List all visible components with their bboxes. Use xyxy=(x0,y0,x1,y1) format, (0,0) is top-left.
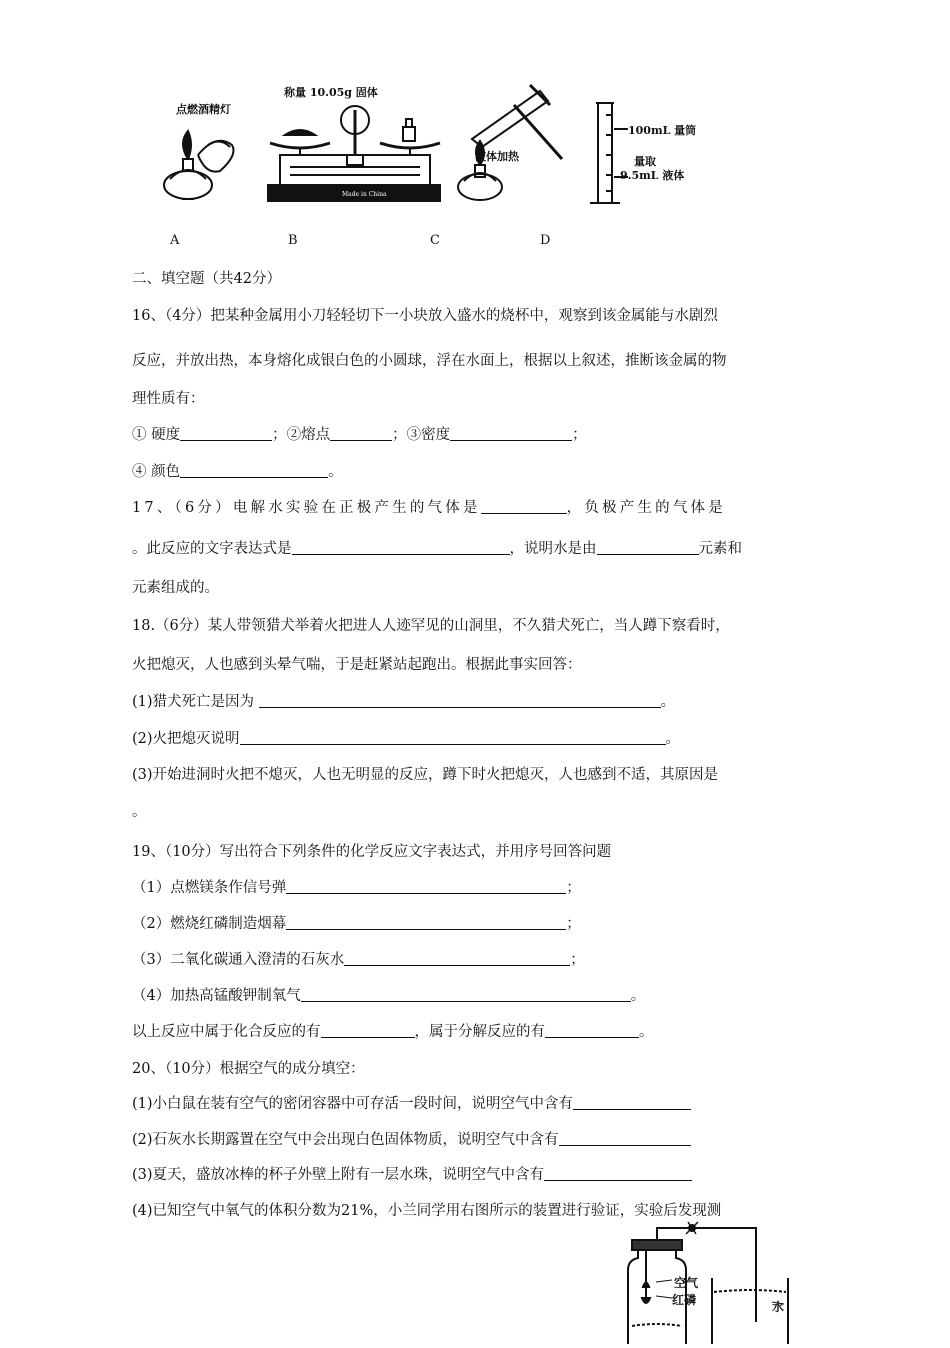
q16-line2: 反应，并放出热，本身熔化成银白色的小圆球，浮在水面上，根据以上叙述，推断该金属的物 xyxy=(132,353,727,369)
q20-sub1-blank[interactable] xyxy=(573,1095,691,1111)
q18-sub2-line xyxy=(132,727,680,748)
q16-line1: 16、（4分）把某种金属用小刀轻轻切下一小块放入盛水的烧杯中，观察到该金属能与水剧烈 xyxy=(132,308,718,324)
q19-sub1-blank[interactable] xyxy=(286,879,566,895)
q18-sub1-line xyxy=(132,690,675,711)
q20-sub3: (3)夏天，盛放冰棒的杯子外壁上附有一层水珠，说明空气中含有 xyxy=(132,1167,545,1183)
q20-sub4: (4)已知空气中氧气的体积分数为21%，小兰同学用右图所示的装置进行验证，实验后发现测 xyxy=(132,1203,722,1219)
q20-sub2-blank[interactable] xyxy=(559,1131,691,1147)
caption-d1: 100mL 量筒 xyxy=(628,124,697,137)
label-b: B xyxy=(288,233,298,248)
q17-expression-blank[interactable] xyxy=(292,540,510,556)
apparatus-phosphorus: 红磷 xyxy=(672,1293,697,1307)
apparatus-water: 水 xyxy=(772,1300,785,1314)
q19-sub1-line xyxy=(132,876,581,897)
q20-intro: 20、（10分）根据空气的成分填空： xyxy=(132,1061,365,1077)
q19-summary2: ，属于分解反应的有 xyxy=(414,1024,545,1040)
caption-c: 液体加热 xyxy=(475,150,519,163)
label-d: D xyxy=(540,233,551,248)
q19-sub3-line xyxy=(132,948,585,969)
q20-sub2: (2)石灰水长期露置在空气中会出现白色固体物质，说明空气中含有 xyxy=(132,1132,559,1148)
q20-sub1: (1)小白鼠在装有空气的密闭容器中可存活一段时间，说明空气中含有 xyxy=(132,1096,574,1112)
q20-sub1-line xyxy=(132,1092,691,1113)
section-title: 二、填空题（共42分） xyxy=(132,271,281,287)
q16-line3: 理性质有： xyxy=(132,391,205,407)
q17-part6: 元素组成的。 xyxy=(132,580,219,596)
q19-combination-blank[interactable] xyxy=(321,1023,415,1039)
q19-sub2-line xyxy=(132,912,581,933)
q17-part5: 元素和 xyxy=(698,541,742,557)
q16-melting-blank[interactable] xyxy=(330,426,392,442)
q19-summary3: 。 xyxy=(639,1024,654,1040)
q19-sub2-semi: ； xyxy=(566,916,581,932)
q18-line1: 18.（6分）某人带领猎犬举着火把进人人迹罕见的山洞里，不久猎犬死亡，当人蹲下察看时， xyxy=(132,618,730,634)
q19-sub4-line xyxy=(132,984,645,1005)
q19-decomposition-blank[interactable] xyxy=(545,1023,639,1039)
q17-part3: 。此反应的文字表达式是 xyxy=(132,541,292,557)
q19-intro: 19、（10分）写出符合下列条件的化学反应文字表达式，并用序号回答问题 xyxy=(132,844,612,860)
caption-d3: 9.5mL 液体 xyxy=(620,169,685,182)
q17-line2 xyxy=(132,537,742,558)
q19-sub3-blank[interactable] xyxy=(344,951,570,967)
q16-end2: 。 xyxy=(328,464,343,480)
q18-sub2-end: 。 xyxy=(665,731,681,747)
q17-part1: 17、（6分）电解水实验在正极产生的气体是 xyxy=(132,500,481,516)
q16-end1: ； xyxy=(572,427,587,443)
q17-part2: ，负极产生的气体是 xyxy=(566,500,726,516)
q19-summary-line xyxy=(132,1020,654,1041)
q17-part4: ，说明水是由 xyxy=(509,541,597,557)
question-body xyxy=(132,0,832,1344)
q20-sub2-line xyxy=(132,1128,691,1149)
label-c: C xyxy=(430,233,440,248)
oxygen-apparatus-figure xyxy=(612,1218,802,1344)
q20-sub3-line xyxy=(132,1163,692,1184)
q19-summary1: 以上反应中属于化合反应的有 xyxy=(132,1024,321,1040)
q18-sub2: (2)火把熄灭说明 xyxy=(132,731,240,747)
q19-sub3-semi: ； xyxy=(570,952,585,968)
q17-element-blank[interactable] xyxy=(597,540,699,556)
q19-sub4: （4）加热高锰酸钾制氧气 xyxy=(132,988,301,1004)
q16-melting-label: ；②熔点 xyxy=(272,427,331,443)
q17-line1 xyxy=(132,496,726,517)
q19-sub3: （3）二氧化碳通入澄清的石灰水 xyxy=(132,952,345,968)
q16-color-blank[interactable] xyxy=(180,463,328,479)
q18-sub1: (1)猎犬死亡是因为 xyxy=(132,694,255,710)
q18-sub3: (3)开始进洞时火把不熄灭，人也无明显的反应，蹲下时火把熄灭，人也感到不适，其原因是 xyxy=(132,767,719,783)
q19-sub1: （1）点燃镁条作信号弹 xyxy=(132,880,287,896)
q16-color-line xyxy=(132,460,343,481)
caption-a: 点燃酒精灯 xyxy=(176,103,231,116)
q20-sub3-blank[interactable] xyxy=(544,1166,692,1182)
q19-sub2-blank[interactable] xyxy=(286,915,566,931)
caption-d2: 量取 xyxy=(634,155,656,168)
q18-line2: 火把熄灭，人也感到头晕气喘，于是赶紧站起跑出。根据此事实回答： xyxy=(132,657,582,673)
apparatus-drawing xyxy=(612,1218,802,1344)
q18-sub1-end: 。 xyxy=(660,694,676,710)
q19-sub4-blank[interactable] xyxy=(301,987,631,1003)
q16-color-label: ④ 颜色 xyxy=(132,464,181,480)
q18-sub3-end: 。 xyxy=(132,804,147,820)
q19-sub1-semi: ； xyxy=(566,880,581,896)
caption-b: 称量 10.05g 固体 xyxy=(284,86,378,99)
apparatus-air: 空气 xyxy=(674,1276,699,1290)
label-a: A xyxy=(170,233,180,248)
q16-hardness-label: ① 硬度 xyxy=(132,427,181,443)
q16-blanks-line xyxy=(132,423,587,444)
q17-positive-blank[interactable] xyxy=(481,499,567,515)
q19-sub2: （2）燃烧红磷制造烟幕 xyxy=(132,916,287,932)
q16-density-blank[interactable] xyxy=(450,426,572,442)
scale-text: Made in China xyxy=(342,191,387,198)
q18-sub1-blank[interactable] xyxy=(259,693,661,709)
q16-density-label: ；③密度 xyxy=(392,427,451,443)
q19-sub4-end: 。 xyxy=(630,988,646,1004)
q16-hardness-blank[interactable] xyxy=(180,426,272,442)
q18-sub2-blank[interactable] xyxy=(240,730,666,746)
